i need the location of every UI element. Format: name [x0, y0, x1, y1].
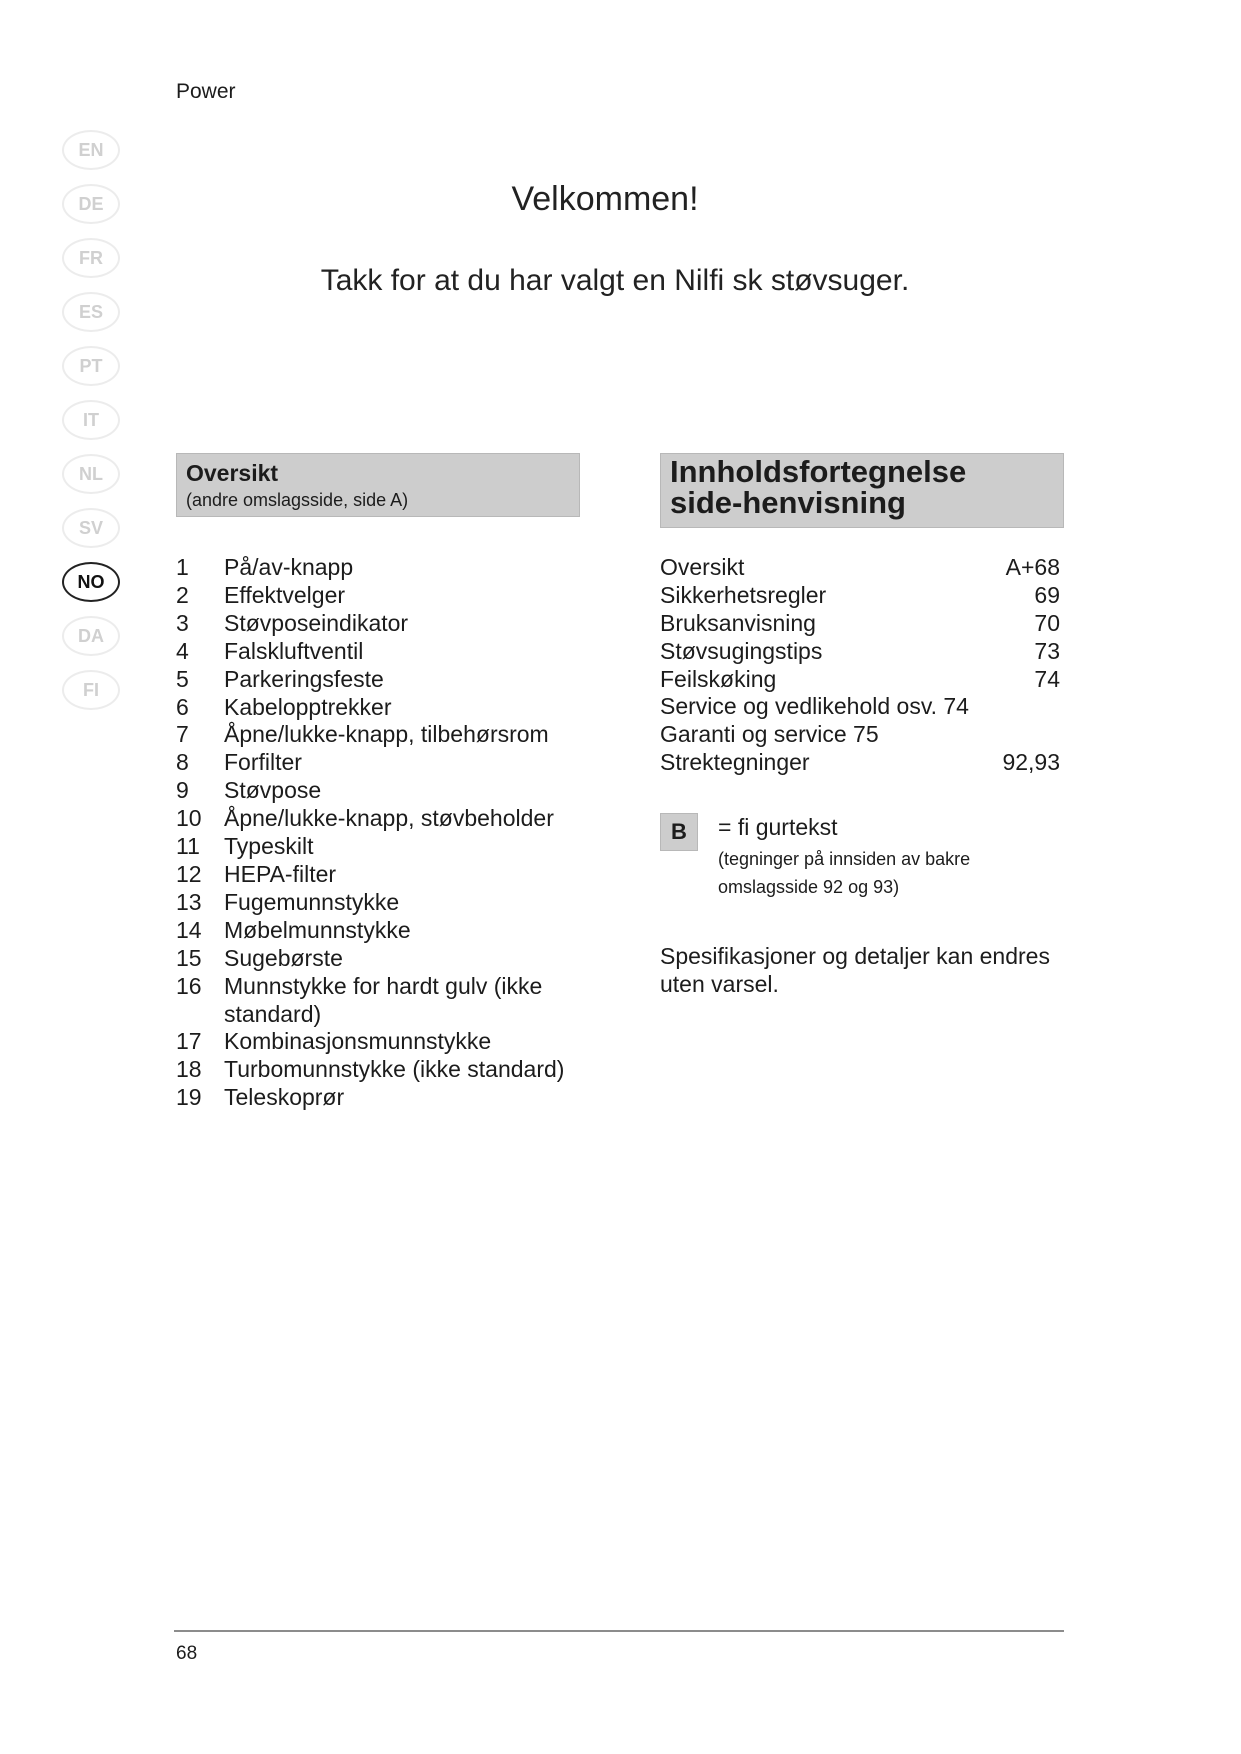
overview-item — [176, 721, 596, 749]
overview-item-number: 11 — [176, 833, 200, 860]
overview-item-label: Effektvelger — [224, 581, 346, 608]
overview-item — [176, 694, 596, 722]
overview-item-label: Støvpose — [224, 777, 322, 804]
overview-item — [176, 582, 596, 610]
toc-row — [660, 582, 1060, 610]
overview-item — [176, 833, 596, 861]
overview-item-number: 10 — [176, 805, 202, 832]
lang-tab-pt[interactable]: PT — [62, 346, 120, 386]
toc-row — [660, 749, 1060, 777]
toc-row-page: 92,93 — [1002, 749, 1060, 776]
lang-tab-it[interactable]: IT — [62, 400, 120, 440]
overview-item-label: HEPA-filter — [224, 860, 337, 887]
toc-row-label: Støvsugingstips — [660, 637, 823, 664]
overview-item-label: Åpne/lukke-knapp, tilbehørsrom — [224, 721, 549, 748]
toc-row-label: Service og vedlikehold osv. 74 — [660, 693, 969, 720]
toc-row-page: 74 — [1034, 665, 1060, 692]
page-number: 68 — [176, 1643, 198, 1664]
toc-heading-line2: side-henvisning — [670, 485, 906, 520]
overview-item-label: Åpne/lukke-knapp, støvbeholder — [224, 805, 554, 832]
welcome-title: Velkommen! — [511, 180, 699, 218]
overview-item-number: 13 — [176, 888, 202, 915]
overview-item-number: 15 — [176, 944, 202, 971]
overview-item-label: Parkeringsfeste — [224, 665, 384, 692]
overview-item-label: Typeskilt — [224, 833, 314, 860]
overview-item — [176, 638, 596, 666]
overview-item — [176, 610, 596, 638]
toc-row-label: Feilskøking — [660, 665, 777, 692]
overview-item — [176, 917, 596, 945]
overview-item-number: 16 — [176, 972, 202, 999]
lang-tab-fi[interactable]: FI — [62, 670, 120, 710]
overview-item-label: Møbelmunnstykke — [224, 916, 411, 943]
lang-tab-es[interactable]: ES — [62, 292, 120, 332]
overview-item-number: 7 — [176, 721, 189, 748]
overview-item-number: 14 — [176, 916, 202, 943]
toc-row — [660, 721, 1060, 749]
overview-item — [176, 749, 596, 777]
overview-item-label: Sugebørste — [224, 944, 343, 971]
overview-item-label: Fugemunnstykke — [224, 888, 400, 915]
overview-item — [176, 1084, 596, 1112]
toc-heading-line1: Innholdsfortegnelse — [670, 454, 967, 489]
overview-item-label: Teleskoprør — [224, 1084, 345, 1111]
overview-item — [176, 805, 596, 833]
overview-item-number: 1 — [176, 554, 189, 580]
lang-tab-de[interactable]: DE — [62, 184, 120, 224]
toc-row-label: Oversikt — [660, 554, 745, 580]
overview-item-number: 19 — [176, 1084, 202, 1111]
toc-row — [660, 666, 1060, 694]
toc-row — [660, 638, 1060, 666]
overview-heading: Oversikt — [186, 460, 279, 486]
toc-row — [660, 554, 1060, 582]
overview-item-label: Kombinasjonsmunnstykke — [224, 1028, 492, 1055]
overview-item-number: 2 — [176, 581, 189, 608]
overview-item — [176, 1056, 596, 1084]
toc-row-page: 73 — [1034, 637, 1060, 664]
lang-tab-fr[interactable]: FR — [62, 238, 120, 278]
lang-tab-en[interactable]: EN — [62, 130, 120, 170]
toc-row-page: A+68 — [1005, 554, 1060, 580]
overview-item-label: Turbomunnstykke (ikke standard) — [224, 1056, 565, 1083]
overview-item-number: 17 — [176, 1028, 202, 1055]
toc-row-page: 70 — [1034, 609, 1060, 636]
overview-item-label: Munnstykke for hardt gulv (ikke standard) — [224, 972, 543, 1027]
overview-item-number: 12 — [176, 860, 202, 887]
toc-row-label: Bruksanvisning — [660, 609, 816, 636]
overview-subheading: (andre omslagsside, side A) — [186, 490, 409, 510]
overview-item-number: 8 — [176, 749, 189, 776]
toc-row-page: 69 — [1034, 581, 1060, 608]
overview-item-number: 9 — [176, 777, 189, 804]
lang-tab-no[interactable]: NO — [62, 562, 120, 602]
overview-header-box — [176, 453, 580, 517]
overview-item-number: 18 — [176, 1056, 202, 1083]
toc-list — [660, 554, 1060, 777]
toc-header-box — [660, 453, 1064, 528]
toc-row — [660, 693, 1060, 721]
legend-badge: B — [660, 813, 698, 851]
overview-item — [176, 554, 596, 582]
legend-note: (tegninger på innsiden av bakre omslagsside 92 og 93) — [718, 849, 971, 897]
toc-row-label: Strektegninger — [660, 749, 810, 776]
overview-item — [176, 889, 596, 917]
toc-row-label: Garanti og service 75 — [660, 721, 879, 748]
overview-item — [176, 945, 596, 973]
overview-item-label: På/av-knapp — [224, 554, 354, 580]
toc-row — [660, 610, 1060, 638]
overview-item — [176, 666, 596, 694]
spec-note: Spesifikasjoner og detaljer kan endres uten varsel. — [660, 943, 1050, 997]
legend-text: = fi gurtekst — [718, 814, 838, 840]
footer-divider — [174, 1630, 1064, 1632]
overview-item — [176, 1028, 596, 1056]
overview-item-number: 4 — [176, 637, 189, 664]
parts-list — [176, 554, 596, 1112]
overview-item-number: 6 — [176, 693, 189, 720]
overview-item-label: Støvposeindikator — [224, 609, 409, 636]
toc-row-label: Sikkerhetsregler — [660, 581, 827, 608]
lang-tab-da[interactable]: DA — [62, 616, 120, 656]
overview-item-label: Falskluftventil — [224, 637, 364, 664]
overview-item — [176, 861, 596, 889]
lang-tab-nl[interactable]: NL — [62, 454, 120, 494]
overview-item-label: Kabelopptrekker — [224, 693, 392, 720]
lang-tab-sv[interactable]: SV — [62, 508, 120, 548]
overview-item — [176, 777, 596, 805]
overview-item — [176, 973, 596, 1029]
overview-item-label: Forfilter — [224, 749, 302, 776]
overview-item-number: 5 — [176, 665, 189, 692]
welcome-subtitle: Takk for at du har valgt en Nilfi sk støvsuger. — [320, 264, 910, 297]
header-label: Power — [176, 80, 236, 103]
overview-item-number: 3 — [176, 609, 189, 636]
